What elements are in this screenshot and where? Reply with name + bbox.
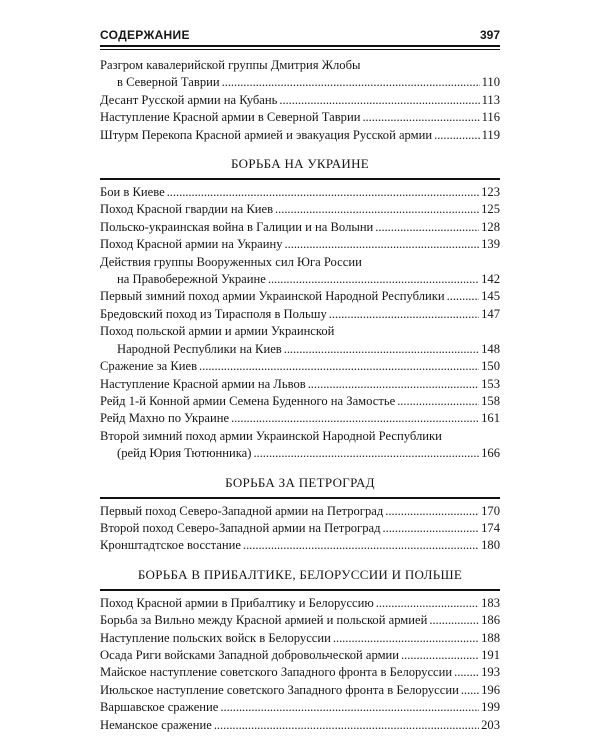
toc-entry-page-number: 188: [481, 630, 500, 645]
dot-leader: [401, 647, 479, 664]
dot-leader: [454, 664, 479, 681]
toc-entry-page-number: 125: [481, 202, 500, 217]
toc-entry-page-number: 128: [481, 219, 500, 234]
section-rule: [100, 178, 500, 180]
dot-leader: [214, 717, 479, 734]
toc-entry-page-number: 153: [481, 376, 500, 391]
dot-leader: [375, 219, 479, 236]
running-head-title: СОДЕРЖАНИЕ: [100, 28, 190, 42]
toc-entry-title: Поход Красной гвардии на Киев: [100, 202, 274, 217]
toc-entry-page-number: 119: [481, 127, 500, 142]
toc-entry-title: Бои в Киеве: [100, 185, 165, 200]
dot-leader: [434, 127, 479, 144]
toc-entry-page-number: 193: [481, 665, 500, 680]
toc-entry: [100, 630, 500, 647]
toc-entry: [100, 184, 500, 201]
table-of-contents: [100, 57, 500, 734]
dot-leader: [199, 358, 479, 375]
toc-entry-title: Наступление Красной армии в Северной Таврии: [100, 110, 361, 125]
toc-entry-title: Рейд Махно по Украине: [100, 411, 230, 426]
dot-leader: [376, 595, 479, 612]
dot-leader: [385, 503, 479, 520]
dot-leader: [285, 236, 480, 253]
toc-entry-title: Поход Красной армии на Украину: [100, 237, 283, 252]
toc-entry-title: Неманское сражение: [100, 717, 212, 732]
toc-entry: [100, 520, 500, 537]
toc-entry-title: Второй поход Северо-Западной армии на Петроград: [100, 520, 381, 535]
dot-leader: [329, 306, 479, 323]
toc-entry: [100, 92, 500, 109]
toc-entry: [100, 699, 500, 716]
toc-entry-title: Первый зимний поход армии Украинской Народной Республики: [100, 289, 445, 304]
toc-entry-page-number: 191: [481, 647, 500, 662]
toc-entry: [100, 410, 500, 427]
toc-entry-title: Варшавское сражение: [100, 700, 219, 715]
toc-entry-page-number: 174: [481, 520, 500, 535]
dot-leader: [167, 184, 479, 201]
dot-leader: [284, 341, 479, 358]
dot-leader: [383, 520, 480, 537]
toc-entry-page-number: 150: [481, 359, 500, 374]
toc-entry-title: Второй зимний поход армии Украинской Народной Республики: [100, 428, 442, 443]
toc-entry: [100, 323, 500, 358]
dot-leader: [253, 445, 479, 462]
section-rule: [100, 589, 500, 591]
dot-leader: [231, 410, 479, 427]
toc-entry-page-number: 145: [481, 289, 500, 304]
toc-entry-title: Осада Риги войсками Западной добровольческой армии: [100, 647, 400, 662]
toc-entry: [100, 717, 500, 734]
toc-entry: [100, 201, 500, 218]
toc-entry-page-number: 123: [481, 185, 500, 200]
toc-entry-page-number: 203: [481, 717, 500, 732]
running-head-page-number: 397: [479, 28, 500, 42]
section-heading: БОРЬБА ЗА ПЕТРОГРАД: [225, 474, 375, 490]
dot-leader: [222, 74, 480, 91]
toc-entry-page-number: 142: [481, 272, 500, 287]
dot-leader: [461, 682, 479, 699]
dot-leader: [268, 271, 479, 288]
toc-entry-title: Десант Русской армии на Кубань: [100, 92, 278, 107]
toc-entry: [100, 595, 500, 612]
toc-entry-title: Кронштадтское восстание: [100, 538, 241, 553]
toc-entry-title: Поход Красной армии в Прибалтику и Белоруссию: [100, 595, 374, 610]
toc-entry: [100, 537, 500, 554]
toc-entry-title: Июльское наступление советского Западного фронта в Белоруссии: [100, 682, 459, 697]
dot-leader: [275, 201, 479, 218]
toc-entry-title: Сражение за Киев: [100, 359, 198, 374]
toc-entry: [100, 428, 500, 463]
toc-entry: [100, 219, 500, 236]
toc-entry-title: Майское наступление советского Западного фронта в Белоруссии: [100, 665, 453, 680]
toc-entry-page-number: 183: [481, 595, 500, 610]
dot-leader: [397, 393, 479, 410]
toc-entry: [100, 358, 500, 375]
toc-entry: [100, 236, 500, 253]
toc-entry-title: Бредовский поход из Тирасполя в Польшу: [100, 306, 327, 321]
toc-entry: [100, 503, 500, 520]
toc-entry-page-number: 113: [481, 92, 500, 107]
toc-entry: [100, 57, 500, 92]
toc-entry-title: Разгром кавалерийской группы Дмитрия Жлобы: [100, 58, 361, 72]
header-rule-thick: [100, 45, 500, 47]
toc-entry-page-number: 139: [481, 237, 500, 252]
dot-leader: [447, 288, 479, 305]
dot-leader: [279, 92, 479, 109]
dot-leader: [308, 376, 479, 393]
toc-entry: [100, 647, 500, 664]
dot-leader: [243, 537, 479, 554]
toc-entry-page-number: 158: [481, 393, 500, 408]
header-rule-thin: [100, 49, 500, 50]
toc-entry-page-number: 161: [481, 411, 500, 426]
dot-leader: [362, 109, 479, 126]
toc-entry-page-number: 166: [481, 446, 500, 461]
toc-entry-page-number: 147: [481, 306, 500, 321]
toc-entry-title: Действия группы Вооруженных сил Юга России: [100, 254, 362, 269]
toc-entry-title: Рейд 1-й Конной армии Семена Буденного на Замостье: [100, 393, 396, 408]
toc-entry-title-continuation: (рейд Юрия Тютюнника): [117, 446, 252, 461]
toc-entry-page-number: 148: [481, 341, 500, 356]
dot-leader: [333, 630, 479, 647]
toc-entry: [100, 393, 500, 410]
toc-entry-title-continuation: на Правобережной Украине: [117, 272, 266, 287]
toc-entry: [100, 612, 500, 629]
toc-entry: [100, 127, 500, 144]
toc-entry: [100, 254, 500, 289]
toc-entry: [100, 376, 500, 393]
section-rule: [100, 497, 500, 499]
section-heading: БОРЬБА НА УКРАИНЕ: [230, 156, 370, 172]
toc-entry-page-number: 180: [481, 538, 500, 553]
toc-entry: [100, 109, 500, 126]
toc-entry-title: Первый поход Северо-Западной армии на Петроград: [100, 503, 384, 518]
toc-entry: [100, 288, 500, 305]
toc-entry-title-continuation: Народной Республики на Киев: [117, 341, 282, 356]
toc-entry-page-number: 199: [481, 700, 500, 715]
toc-entry-title: Борьба за Вильно между Красной армией и польской армией: [100, 613, 428, 628]
toc-entry: [100, 682, 500, 699]
section-heading: БОРЬБА В ПРИБАЛТИКЕ, БЕЛОРУССИИ И ПОЛЬШЕ: [137, 566, 463, 582]
toc-entry-page-number: 186: [481, 613, 500, 628]
toc-entry-title: Наступление Красной армии на Львов: [100, 376, 306, 391]
toc-entry-page-number: 116: [481, 110, 500, 125]
toc-entry-title: Штурм Перекопа Красной армией и эвакуация Русской армии: [100, 127, 433, 142]
toc-entry-page-number: 196: [481, 682, 500, 697]
toc-entry-title: Наступление польских войск в Белоруссии: [100, 630, 331, 645]
toc-entry: [100, 664, 500, 681]
toc-entry-title-continuation: в Северной Таврии: [117, 75, 220, 90]
toc-entry-title: Польско-украинская война в Галиции и на Волыни: [100, 219, 374, 234]
toc-entry-title: Поход польской армии и армии Украинской: [100, 324, 335, 339]
toc-entry-page-number: 110: [481, 75, 500, 90]
toc-entry: [100, 306, 500, 323]
toc-entry-page-number: 170: [481, 503, 500, 518]
dot-leader: [429, 612, 479, 629]
dot-leader: [220, 699, 479, 716]
